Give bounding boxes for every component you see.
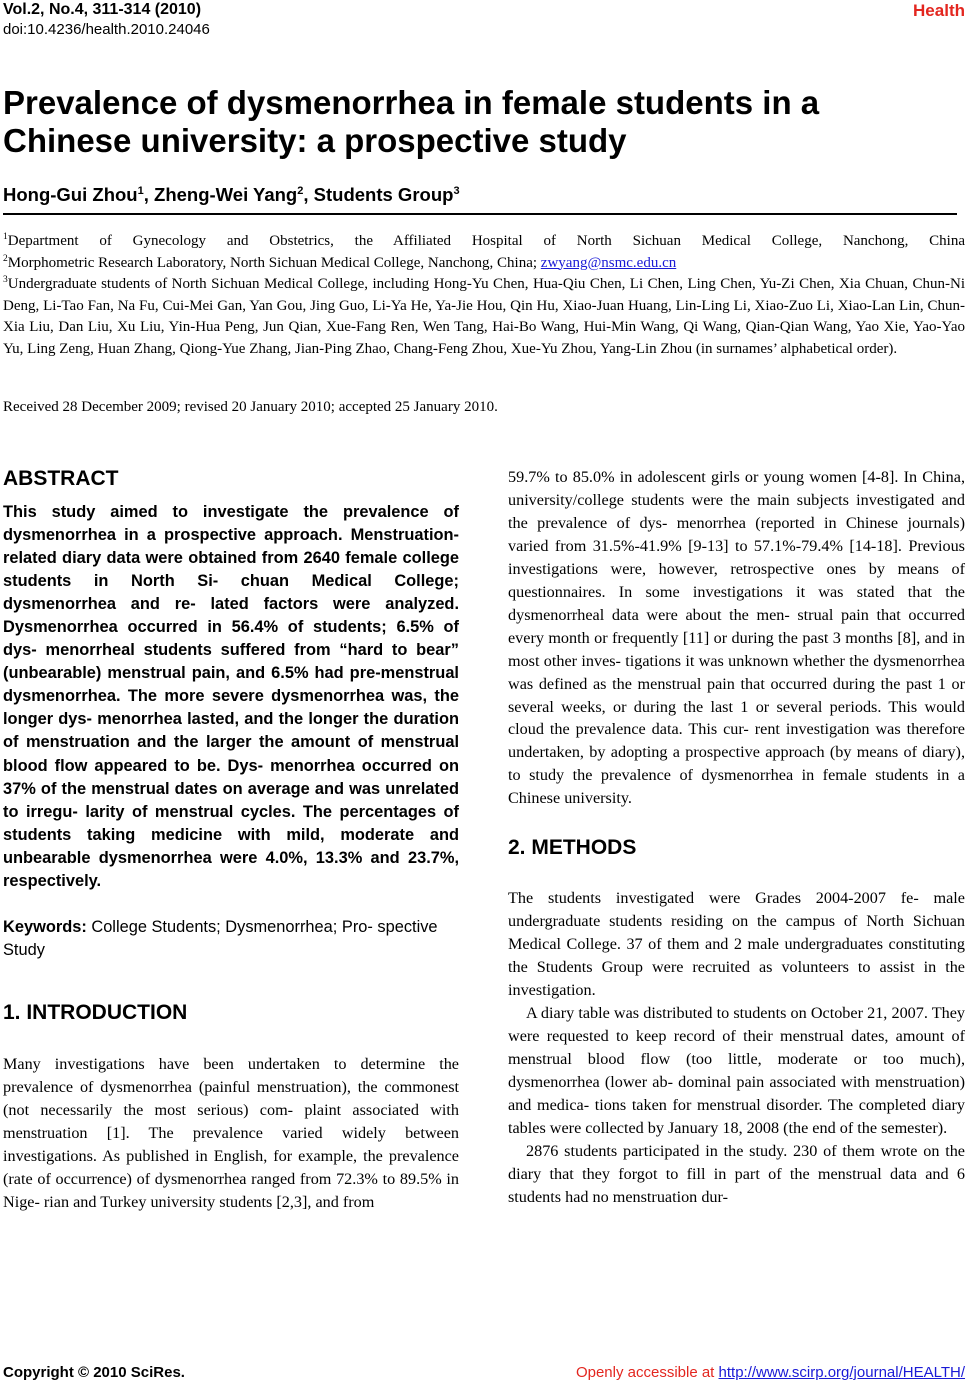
introduction-paragraph: Many investigations have been undertaken to determine the prevalence of dysmenorrhea (painful menstruation), the commonest (not necessarily the most serious) com- plaint associated with menstruation [1]. The prevalence varied widely between investigations. As published in English, for example, the prevalence (rate of occurrence) of dysmenorrhea ranged from 72.3% to 89.5% in Nige- rian and Turkey university students [2,3], and from — [3, 1054, 459, 1211]
methods-paragraph: 2876 students participated in the study. 230 of them wrote on the diary that they forgot to fill in part of the menstrual data and 6 students had no menstruation dur- — [508, 1141, 965, 1206]
keywords-list: College Students; Dysmenorrhea; Pro- spective Study — [3, 917, 438, 959]
methods-paragraph: The students investigated were Grades 2004-2007 fe- male undergraduate students residing on the campus of North Sichuan Medical College. 37 of them and 2 male undergraduates constituting the Students Group were recruited as volunteers to assist in the investigation. — [508, 889, 965, 1000]
introduction-heading: 1. INTRODUCTION — [3, 1000, 188, 1024]
author-list: Hong-Gui Zhou$^1$, Zheng-Wei Yang$^2$, Students Group$^3$ — [3, 184, 460, 205]
paper-title: Prevalence of dysmenorrhea in female students in a Chinese university: a prospective study — [3, 84, 820, 159]
affiliation-1: $^1$Department of Gynecology and Obstetrics, the Affiliated Hospital of North Sichuan Medical College, Nanchong, China — [3, 232, 965, 249]
methods-heading: 2. METHODS — [508, 836, 637, 860]
affiliation-3: $^3$Undergraduate students of North Sichuan Medical College, including Hong-Yu Chen, Hua-Qiu Chen, Li Chen, Ling Chen, Yu-Zi Chen, Xia Chuan, Chun-Ni Deng, Li-Tao Fan, Na Fu, Cui-Mei Gan, Yan Gou, Jing Guo, Li-Ya He, Ya-Jie Hou, Qin Hu, Xiao-Juan Huang, Lin-Ling Li, Xiao-Zuo Li, Xiao-Lan Lin, Chun-Xia Liu, Dan Liu, Xu Liu, Yin-Hua Peng, Jun Qian, Xue-Fang Ren, Wen Tang, Hai-Bo Wang, Hui-Min Wang, Qi Wang, Qian-Qian Wang, Yao Xie, Yao-Yao Yu, Ling Zeng, Huan Zhang, Qiong-Yue Zhang, Jian-Ping Zhao, Chang-Feng Zhou, Xue-Yu Zhou, Yang-Lin Zhou (in surnames’ alphabetical order). — [3, 275, 965, 357]
abstract-text: This study aimed to investigate the prevalence of dysmenorrhea in a prospective approach. Menstruation-related diary data were obtained from 2640 female college students in North Si- chuan Medical College; dysmenorrhea and re- lated factors were analyzed. Dysmenorrhea occurred in 56.4% of students; 6.5% of dys- menorrheal students suffered from “hard to bear” (unbearable) menstrual pain, and 6.5% had pre-menstrual dysmenorrhea. The more severe dysmenorrhea was, the longer dys- menorrhea lasted, and the longer the duration of menstruation and the larger the amount of menstrual blood flow appeared to be. Dys- menorrhea occurred on 37% of the menstrual dates on average and was unrelated to irregu- larity of menstrual cycles. The percentages of students taking medicine with mild, moderate and unbearable dysmenorrhea were 4.0%, 13.3% and 23.7%, respectively. — [3, 503, 459, 890]
doi: doi:10.4236/health.2010.24046 — [3, 21, 210, 38]
copyright: Copyright © 2010 SciRes. — [3, 1364, 185, 1381]
methods-paragraph: A diary table was distributed to students on October 21, 2007. They were requested to keep record of their menstrual dates, amount of menstrual blood flow (too little, moderate or too much), dysmenorrhea (lower ab- dominal pain associated with menstruation) and medica- tions taken for menstrual disorder. The completed diary tables were collected by January 18, 2008 (the end of the semester). — [508, 1004, 965, 1137]
keywords — [3, 916, 459, 962]
abstract-heading: ABSTRACT — [3, 467, 119, 490]
author-affiliation-mark: 1 — [137, 184, 144, 197]
journal-url-link[interactable]: http://www.scirp.org/journal/HEALTH/ — [718, 1364, 965, 1381]
title-divider — [3, 213, 957, 215]
left-column — [3, 464, 459, 1213]
author-affiliation-mark: 2 — [297, 184, 304, 197]
author-name: Zheng-Wei Yang — [154, 184, 298, 205]
affiliations — [3, 231, 965, 360]
introduction-paragraph-continued: 59.7% to 85.0% in adolescent girls or young women [4-8]. In China, university/college students were the main subjects investigated and the prevalence of dys- menorrhea (reported in Chinese journals) varied from 31.5%-41.9% [9-13] to 57.1%-79.4% [14-18]. Previous investigations were, however, retrospective ones by means of questionnaires. In some investigations it was stated that the dysmenorrheal data were about the men- strual pain that occurred every month or frequently [11] or during the past 3 months [8], and in most other inves- tigations it was unknown whether the dysmenorrhea was defined as the menstrual pain that occurred during the past 1 or several weeks, or during the last 1 or several periods. This would cloud the prevalence data. This cur- rent investigation was therefore undertaken, by adopting a prospective approach (by means of diary), to study the prevalence of dysmenorrhea in female students in a Chinese university. — [508, 468, 965, 808]
author-name: Hong-Gui Zhou — [3, 184, 138, 205]
author-affiliation-mark: 3 — [453, 184, 460, 197]
affiliation-2: $^2$Morphometric Research Laboratory, North Sichuan Medical College, Nanchong, China; zwyang@nsmc.edu.cn — [3, 253, 677, 271]
journal-name: Health — [913, 1, 965, 20]
email-link[interactable]: zwyang@nsmc.edu.cn — [540, 254, 677, 271]
right-column — [508, 466, 965, 1209]
received-dates: Received 28 December 2009; revised 20 January 2010; accepted 25 January 2010. — [3, 399, 498, 415]
keywords-label: Keywords: — [3, 917, 87, 936]
open-access-note: Openly accessible at http://www.scirp.org/journal/HEALTH/ — [575, 1364, 965, 1381]
volume-info: Vol.2, No.4, 311-314 (2010) — [3, 1, 202, 18]
author-name: Students Group — [313, 184, 454, 205]
